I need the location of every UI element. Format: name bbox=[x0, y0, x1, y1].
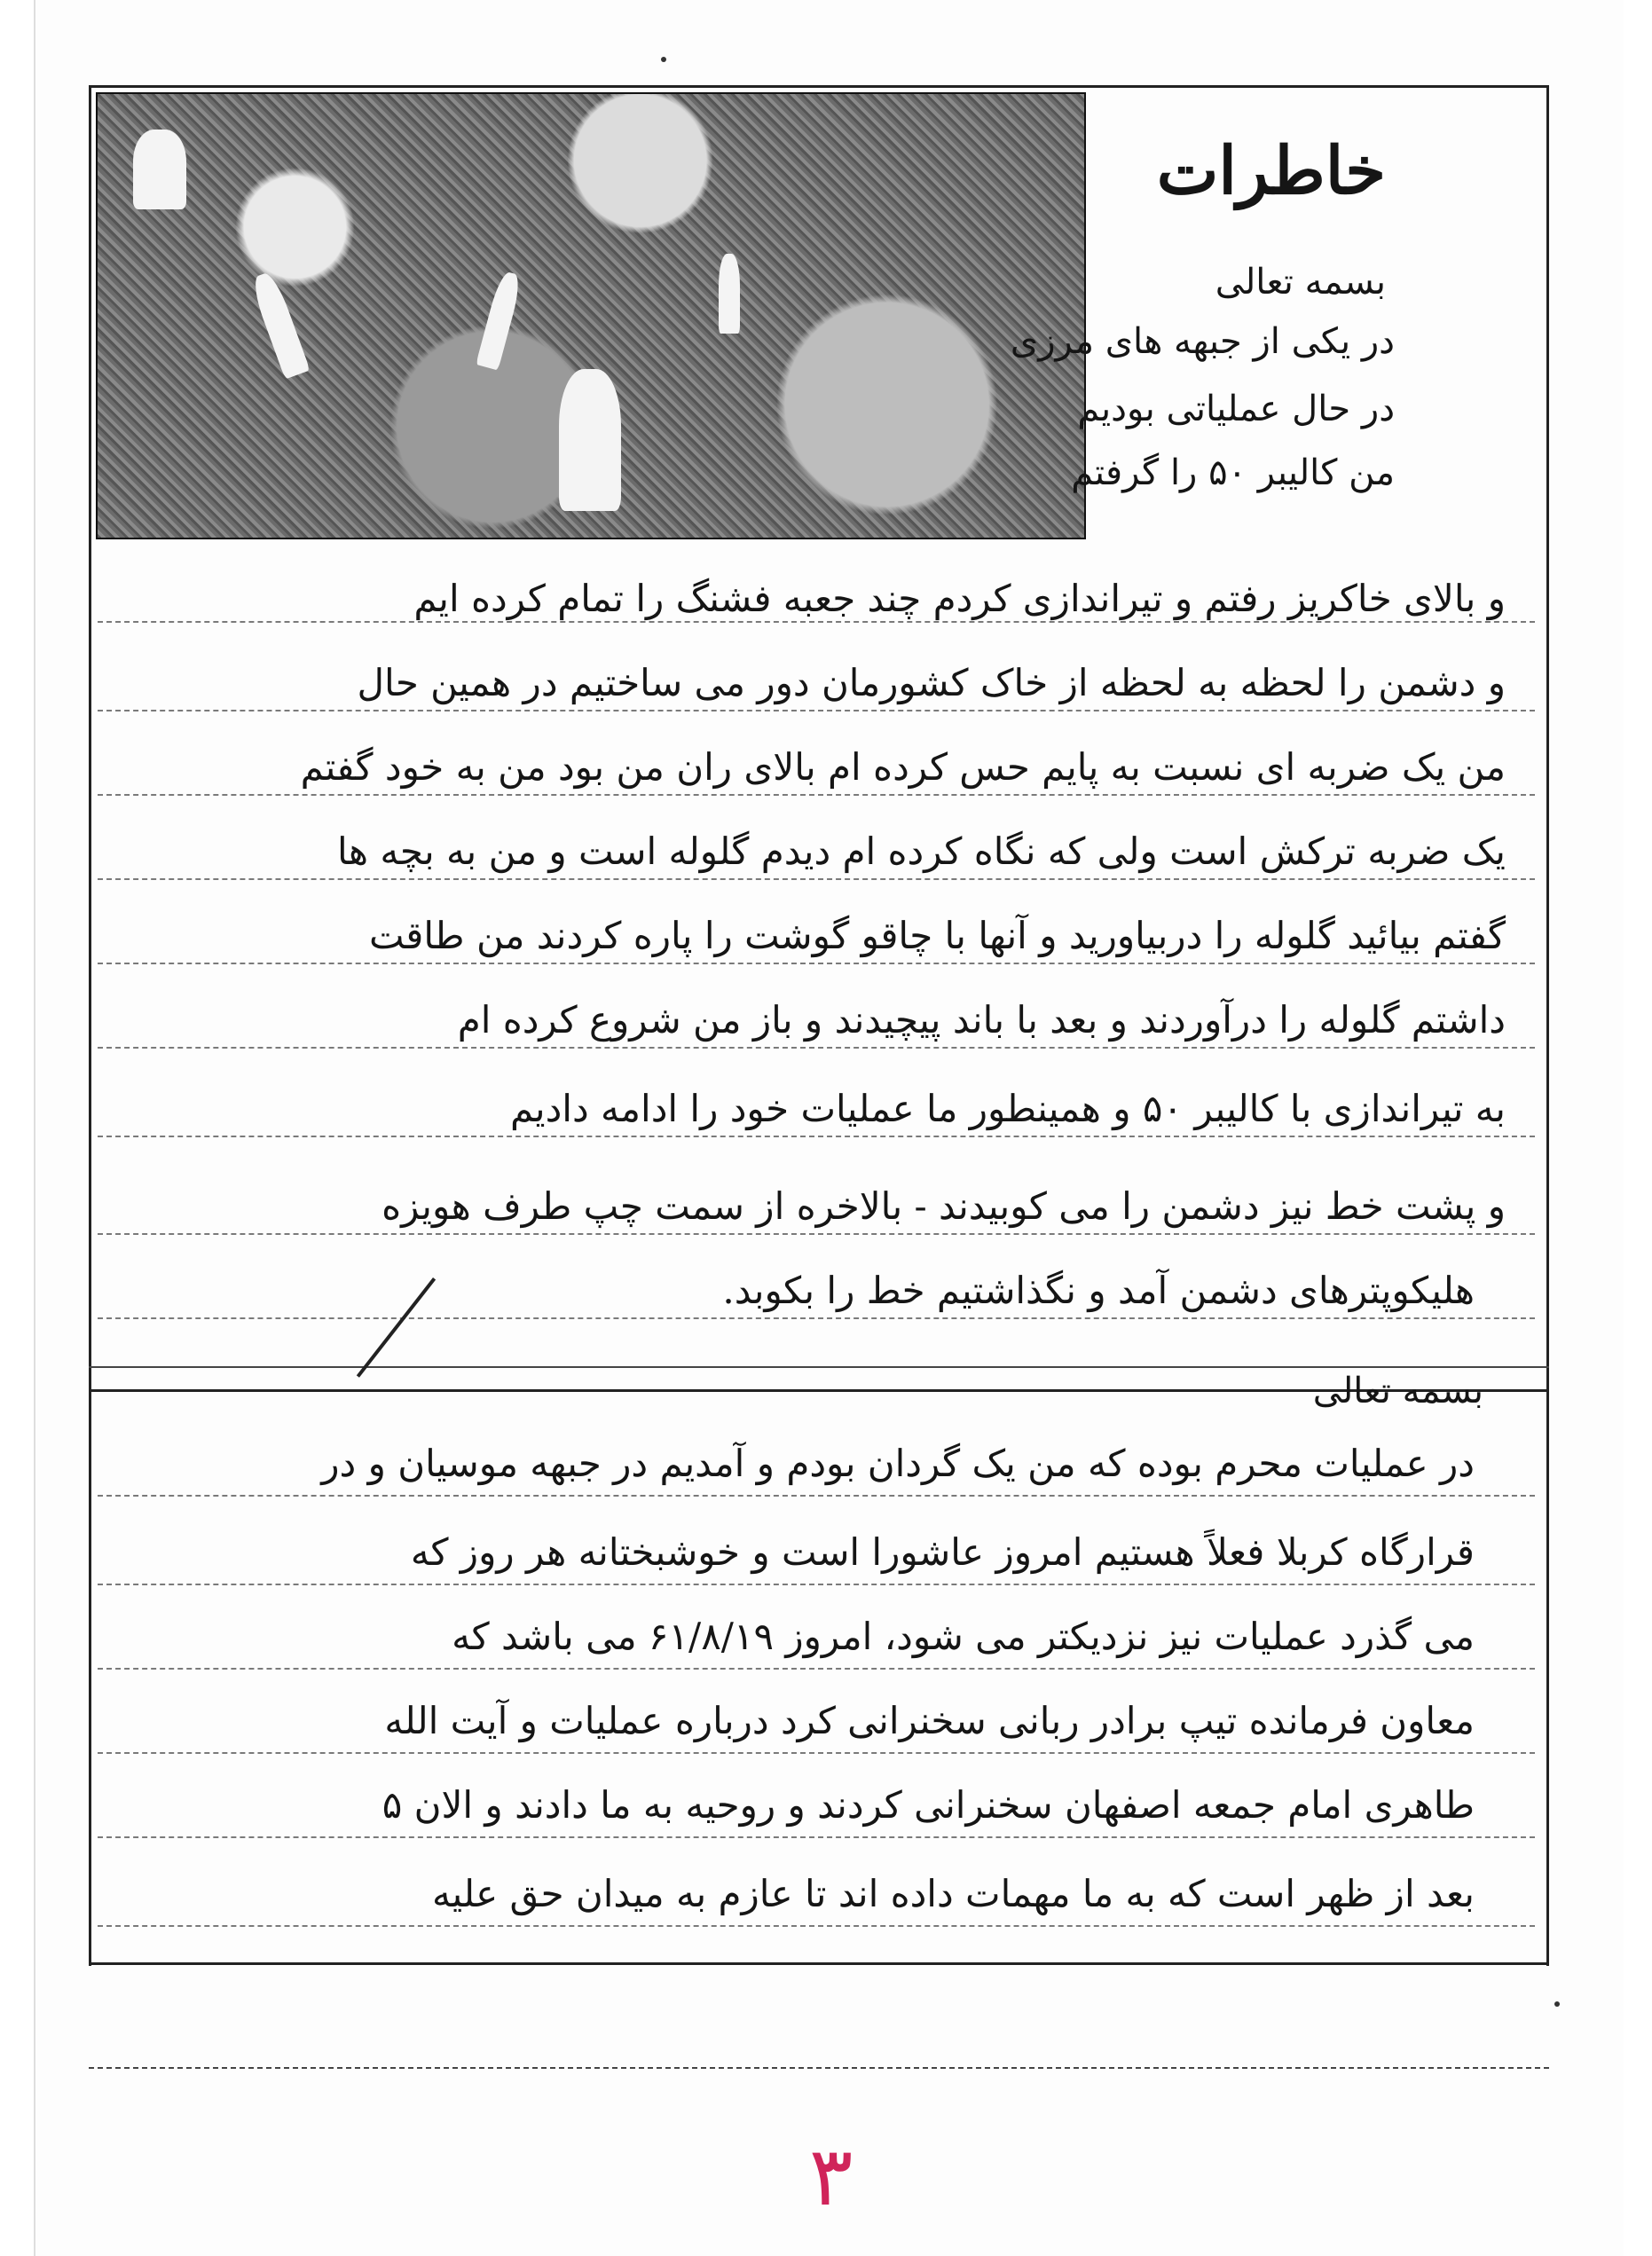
ruled-line bbox=[98, 710, 1535, 711]
entry2-line: قرارگاه کربلا فعلاً هستیم امروز عاشورا است و خوشبختانه هر روز که bbox=[410, 1530, 1475, 1574]
entry1-line: یک ضربه ترکش است ولی که نگاه کرده ام دیدم گلوله است و من به بچه ها bbox=[337, 829, 1506, 873]
photo-figure bbox=[476, 271, 523, 371]
photo-figure bbox=[559, 369, 621, 511]
section-divider-1 bbox=[89, 1366, 1549, 1368]
ruled-line bbox=[98, 1584, 1535, 1585]
entry2-line: می گذرد عملیات نیز نزدیکتر می شود، امروز ۶۱/۸/۱۹ می باشد که bbox=[452, 1615, 1475, 1658]
ruled-line bbox=[98, 1047, 1535, 1049]
ruled-line bbox=[98, 1233, 1535, 1235]
page-number: ۳ bbox=[809, 2129, 854, 2224]
entry2-basmala: بسمه تعالی bbox=[1312, 1371, 1483, 1411]
footer-rule bbox=[89, 2067, 1549, 2069]
entry2-line: بعد از ظهر است که به ما مهمات داده اند تا عازم به میدان حق علیه bbox=[432, 1872, 1475, 1915]
entry1-intro-line: در حال عملیاتی بودیم bbox=[1077, 389, 1395, 429]
scan-speck bbox=[661, 57, 666, 62]
entry1-line: و دشمن را لحظه به لحظه از خاک کشورمان دور می ساختیم در همین حال bbox=[357, 661, 1506, 704]
ruled-line bbox=[98, 963, 1535, 964]
entry1-line: هلیکوپترهای دشمن آمد و نگذاشتیم خط را بکوبد. bbox=[722, 1269, 1475, 1312]
ruled-line bbox=[98, 1495, 1535, 1497]
scan-speck bbox=[1554, 2001, 1560, 2007]
photo-figure bbox=[719, 254, 740, 334]
ruled-line bbox=[98, 1925, 1535, 1927]
entry1-line: گفتم بیائید گلوله را دربیاورید و آنها با چاقو گوشت را پاره کردند من طاقت bbox=[369, 914, 1506, 957]
entry1-line: داشتم گلوله را درآوردند و بعد با باند پیچیدند و باز من شروع کرده ام bbox=[457, 998, 1506, 1042]
entry1-line: و بالای خاکریز رفتم و تیراندازی کردم چند جعبه فشنگ را تمام کرده ایم bbox=[413, 577, 1506, 620]
page-title: خاطرات bbox=[1156, 133, 1386, 209]
ruled-line bbox=[98, 794, 1535, 796]
entry1-line: و پشت خط نیز دشمن را می کوبیدند - بالاخره از سمت چپ طرف هویزه bbox=[382, 1184, 1506, 1228]
entry1-intro-line: در یکی از جبهه های مرزی bbox=[1010, 321, 1395, 362]
ruled-line bbox=[98, 1136, 1535, 1137]
entry2-line: در عملیات محرم بوده که من یک گردان بودم و آمدیم در جبهه موسیان و در bbox=[321, 1442, 1475, 1485]
entry2-line: طاهری امام جمعه اصفهان سخنرانی کردند و روحیه به ما دادند و الان ۵ bbox=[382, 1783, 1475, 1827]
entry1-line: به تیراندازی با کالیبر ۵۰ و همینطور ما عملیات خود را ادامه دادیم bbox=[509, 1087, 1506, 1130]
war-photo bbox=[96, 92, 1086, 539]
entry1-intro-line: من کالیبر ۵۰ را گرفتم bbox=[1071, 452, 1395, 493]
top-border bbox=[89, 85, 1549, 88]
ruled-line bbox=[98, 878, 1535, 880]
photo-figure bbox=[133, 130, 186, 209]
bottom-border bbox=[89, 1962, 1549, 1965]
entry2-line: معاون فرمانده تیپ برادر ربانی سخنرانی کرد درباره عملیات و آیت الله bbox=[384, 1699, 1475, 1742]
ruled-line bbox=[98, 621, 1535, 623]
ruled-line bbox=[98, 1752, 1535, 1754]
entry1-line: من یک ضربه ای نسبت به پایم حس کرده ام بالای ران من بود من به خود گفتم bbox=[300, 745, 1506, 789]
ruled-line bbox=[98, 1317, 1535, 1319]
photo-figure bbox=[248, 270, 310, 379]
ruled-line bbox=[98, 1668, 1535, 1670]
ruled-line bbox=[98, 1836, 1535, 1838]
entry1-basmala: بسمه تعالی bbox=[1215, 262, 1386, 303]
